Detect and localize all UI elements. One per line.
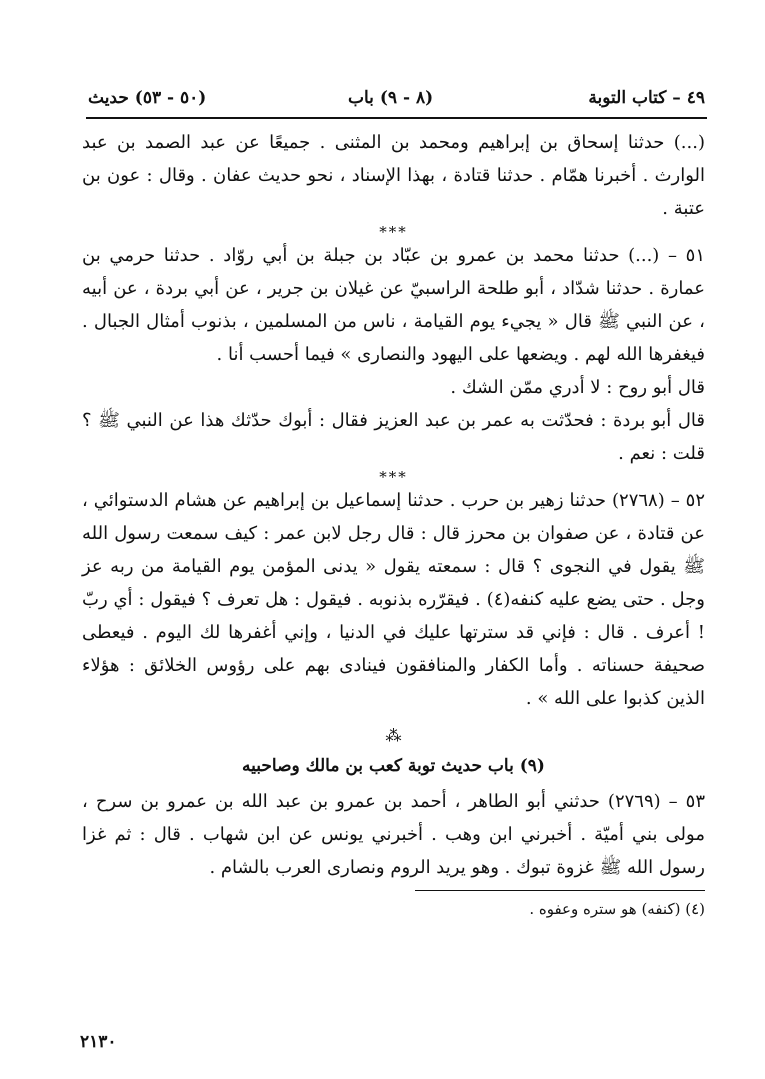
page-number: ٢١٣٠ (80, 1032, 117, 1052)
running-header (88, 80, 705, 116)
chapter-title: (٩) باب حديث توبة كعب بن مالك وصاحبيه (242, 756, 545, 776)
header-book-title: ٤٩ – كتاب التوبة (588, 88, 705, 108)
hadith-paragraph: ٥٣ – (٢٧٦٩) حدثني أبو الطاهر ، أحمد بن عمرو بن عبد الله بن عمرو بن سرح ، مولى بني أميّة . أخبرني ابن وهب . أخبرني يونس عن ابن شهاب . قال : ثم غزا رسول الله ﷺ غزوة تبوك . وهو يريد الروم ونصارى العرب بالشام . (82, 791, 705, 878)
footnote: (٤) (كنفه) هو ستره وعفوه . (529, 900, 705, 918)
footnote-divider (415, 890, 705, 891)
header-chapter-range: (٨ - ٩) باب (348, 88, 434, 108)
hadith-paragraph: ٥٢ – (٢٧٦٨) حدثنا زهير بن حرب . حدثنا إسماعيل بن إبراهيم عن هشام الدستوائي ، عن قتادة ، عن صفوان بن محرز قال : قال رجل لابن عمر : كيف سمعت رسول الله ﷺ يقول في النجوى ؟ قال : سمعته يقول « يدنى المؤمن يوم القيامة من ربه عز وجل . حتى يضع عليه كنفه(٤) . فيقرّره بذنوبه . فيقول : هل تعرف ؟ فيقول : أي ربّ ! أعرف . قال : فإني قد سترتها عليك في الدنيا ، وإني أغفرها لك اليوم . فيعطى صحيفة حسناته . وأما الكفار والمنافقون فينادى بهم على رؤوس الخلائق : هؤلاء الذين كذبوا على الله » . (82, 490, 706, 709)
hadith-paragraph: قال أبو بردة : فحدّثت به عمر بن عبد العزيز فقال : أبوك حدّثك هذا عن النبي ﷺ ؟ قلت : نعم . (82, 410, 705, 464)
hadith-paragraph: قال أبو روح : لا أدري ممّن الشك . (450, 377, 705, 398)
section-separator: *** (379, 223, 408, 241)
page-body (82, 126, 705, 921)
hadith-paragraph: (...) حدثنا إسحاق بن إبراهيم ومحمد بن المثنى . جميعًا عن عبد الصمد بن عبد الوارث . أخبرنا همّام . حدثنا قتادة ، بهذا الإسناد ، نحو حديث عفان . وقال : عون بن عتبة . (82, 132, 705, 219)
chapter-separator: ⁂ (385, 726, 402, 745)
header-hadith-range: (٥٠ - ٥٣) حديث (88, 88, 207, 108)
header-divider (86, 117, 707, 119)
section-separator: *** (379, 468, 408, 486)
hadith-paragraph: ٥١ – (...) حدثنا محمد بن عمرو بن عبّاد بن جبلة بن أبي روّاد . حدثنا حرمي بن عمارة . حدثنا شدّاد ، أبو طلحة الراسبيّ عن غيلان بن جرير ، عن أبي بردة ، عن أبيه ، عن النبي ﷺ قال « يجيء يوم القيامة ، ناس من المسلمين ، بذنوب أمثال الجبال . فيغفرها الله لهم . ويضعها على اليهود والنصارى » فيما أحسب أنا . (82, 245, 705, 365)
